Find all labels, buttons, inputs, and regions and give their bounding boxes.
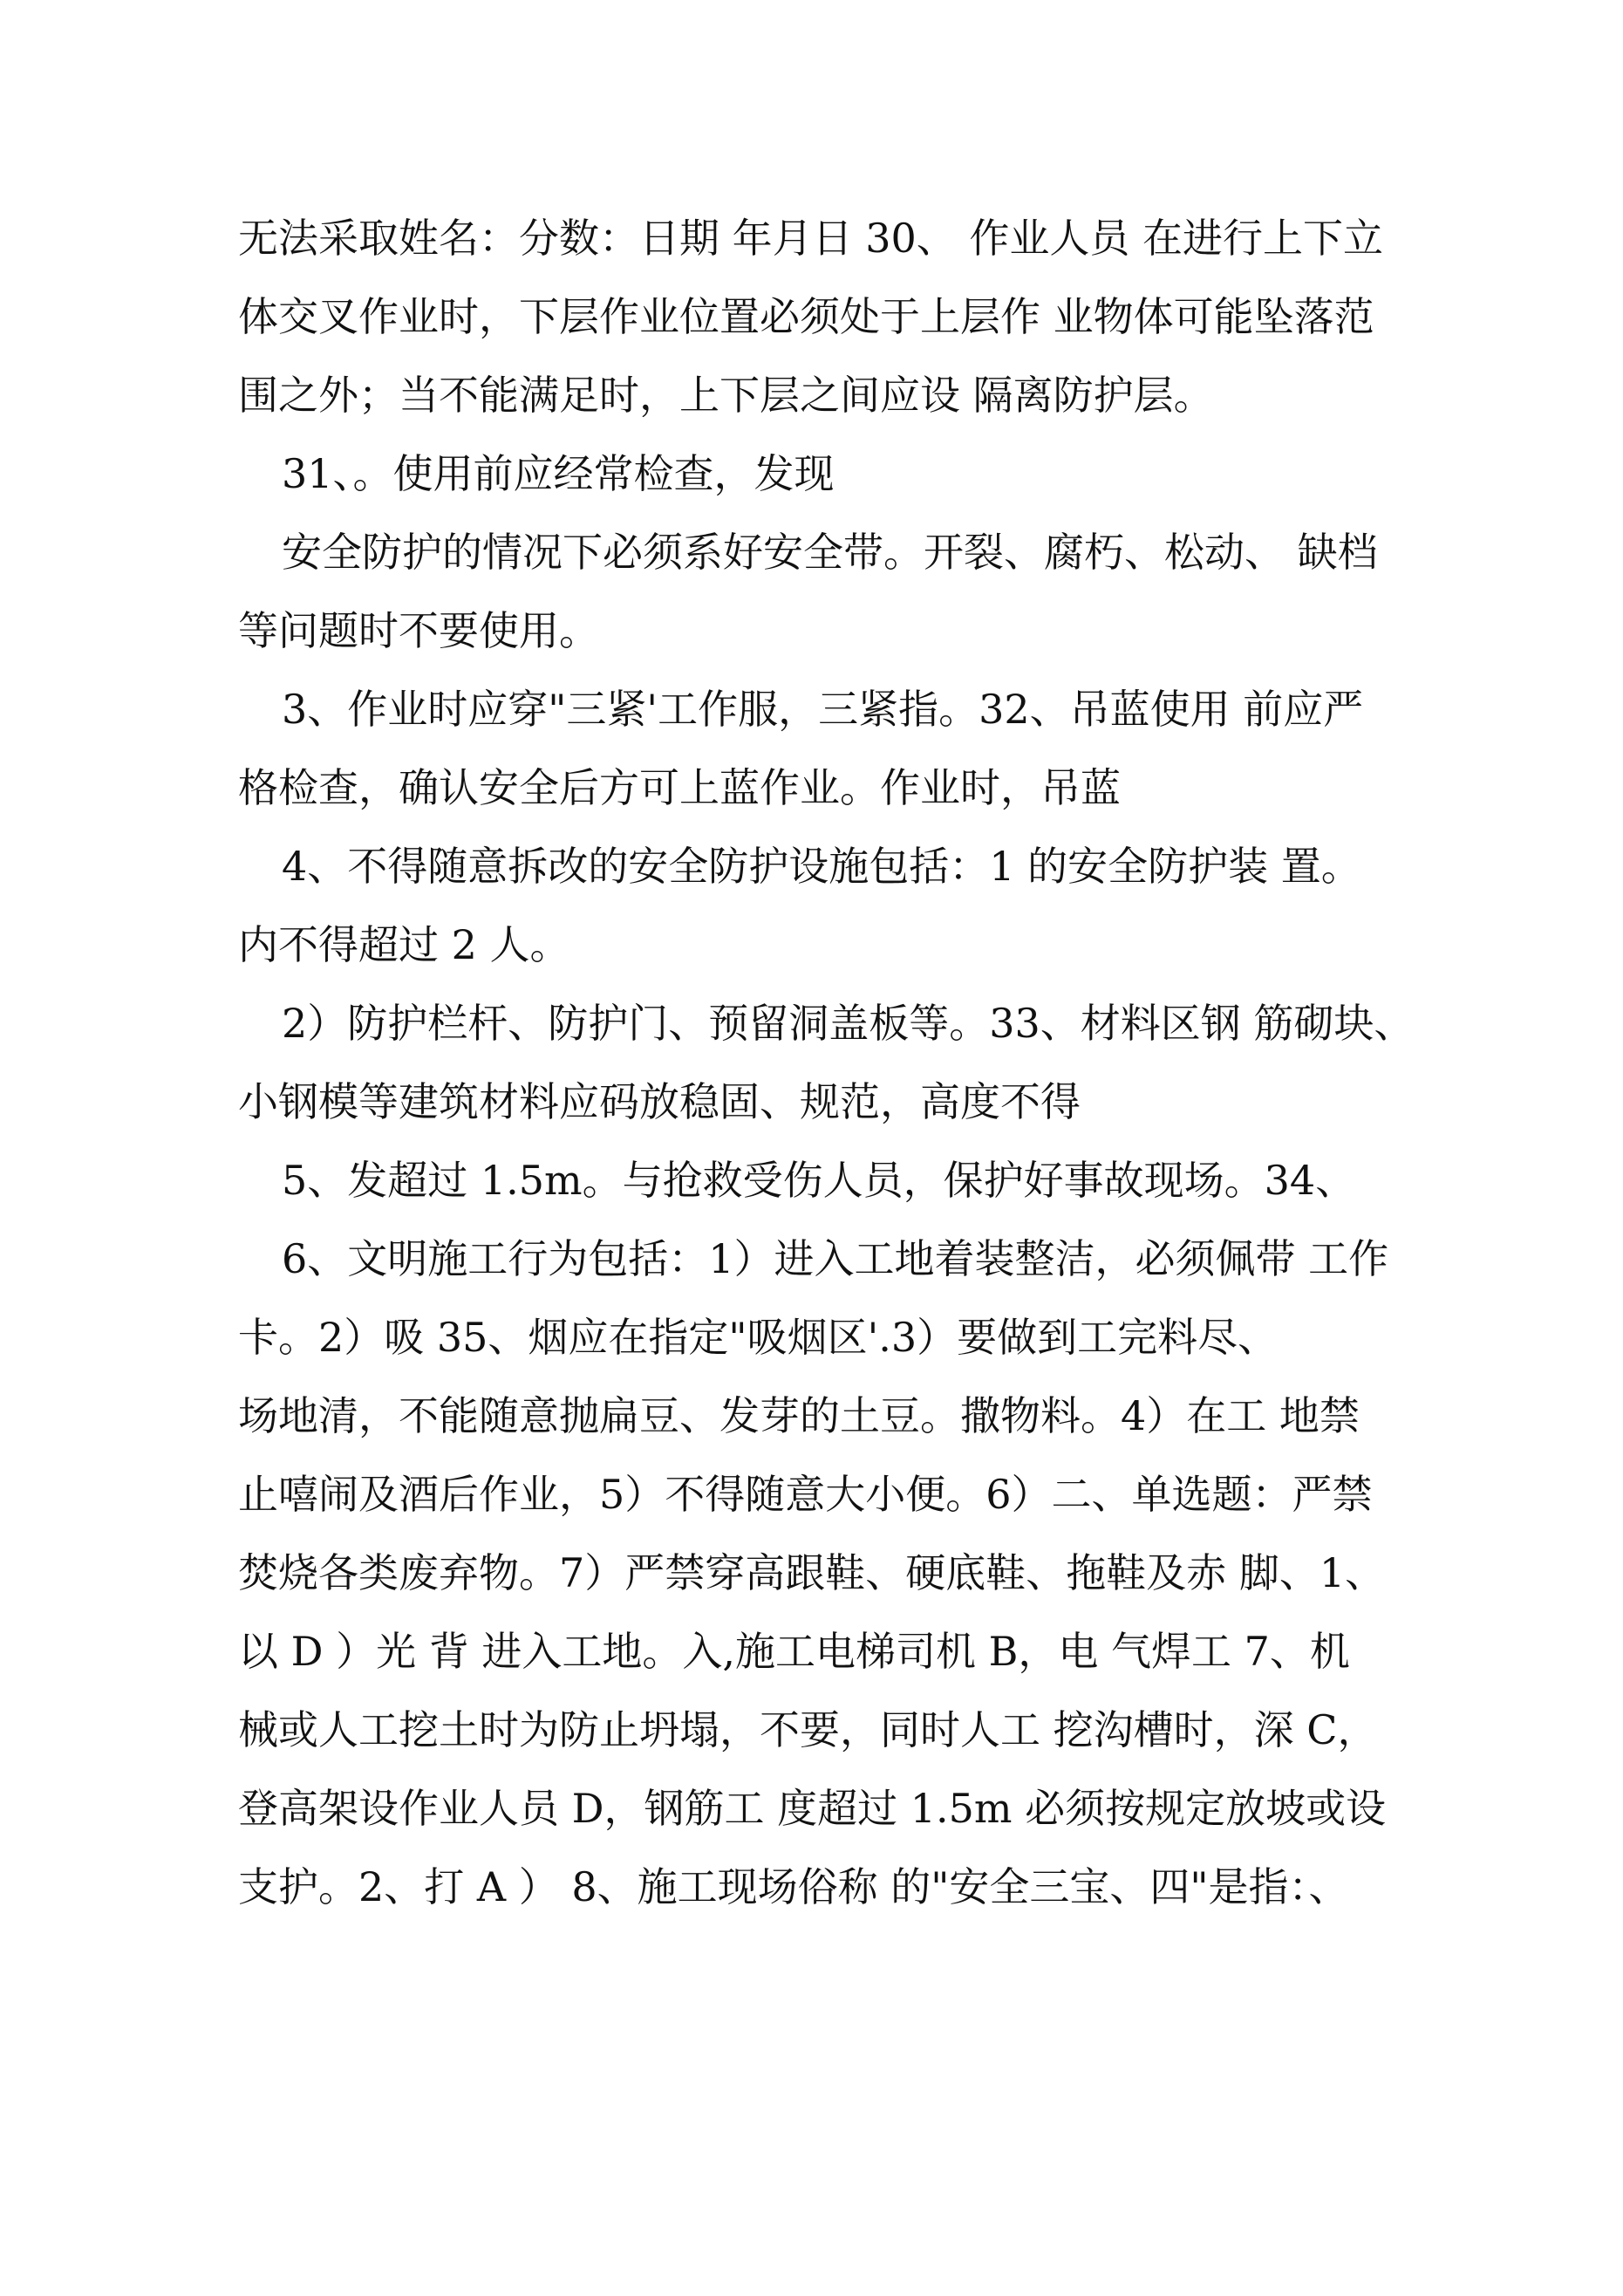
text-line: 卡。2）吸 35、烟应在指定"吸烟区'.3）要做到工完料尽、 — [238, 1314, 1279, 1361]
text-line: 3、作业时应穿"三紧'工作服，三紧指。32、吊蓝使用 前应严 — [282, 686, 1364, 733]
text-line: 场地清，不能随意抛扁豆、发芽的土豆。撒物料。4）在工 地禁 — [238, 1392, 1360, 1439]
text-line: 等问题时不要使用。 — [238, 607, 599, 654]
text-line: 31、。使用前应经常检查，发现 — [282, 450, 835, 497]
text-line: 安全防护的情况下必须系好安全带。开裂、腐朽、松动、 缺档 — [282, 529, 1378, 576]
text-line: 登高架设作业人员 D，钢筋工 度超过 1.5m 必须按规定放坡或设 — [238, 1785, 1387, 1832]
text-line: 内不得超过 2 人。 — [238, 921, 570, 968]
text-line: 支护。2、打 A ） 8、施工现场俗称 的"安全三宝、四"是指：、 — [238, 1863, 1349, 1910]
text-line: 械或人工挖土时为防止坍塌，不要，同时人工 挖沟槽时，深 C， — [238, 1706, 1378, 1753]
document-body — [238, 199, 1415, 1926]
text-line: 围之外；当不能满足时，上下层之间应设 隔离防护层。 — [238, 372, 1214, 419]
text-line: 小钢模等建筑材料应码放稳固、规范，高度不得 — [238, 1078, 1081, 1125]
text-line: 5、发超过 1.5m。与抢救受伤人员，保护好事故现场。34、 — [282, 1157, 1356, 1204]
text-line: 4、不得随意拆改的安全防护设施包括：1 的安全防护装 置。 — [282, 843, 1361, 890]
text-line: 止嘻闹及酒后作业，5）不得随意大小便。6）二、单选题：严禁 — [238, 1471, 1373, 1518]
text-line: 无法采取姓名：分数：日期 年月日 30、 作业人员 在进行上下立 — [238, 215, 1384, 262]
text-line: 焚烧各类废弃物。7）严禁穿高跟鞋、硬底鞋、拖鞋及赤 脚、1、 — [238, 1549, 1386, 1596]
text-line: 格检查，确认安全后方可上蓝作业。作业时，吊蓝 — [238, 764, 1121, 811]
text-line: 6、文明施工行为包括：1）进入工地着装整洁，必须佩带 工作 — [282, 1235, 1389, 1282]
text-line: 2）防护栏杆、防护门、预留洞盖板等。33、材料区钢 筋砌块、 — [282, 1000, 1415, 1047]
text-line: 以 D ）光 背 进入工地。入,施工电梯司机 B，电 气焊工 7、机 — [238, 1628, 1350, 1675]
text-line: 体交叉作业时，下层作业位置必须处于上层作 业物体可能坠落范 — [238, 293, 1374, 340]
